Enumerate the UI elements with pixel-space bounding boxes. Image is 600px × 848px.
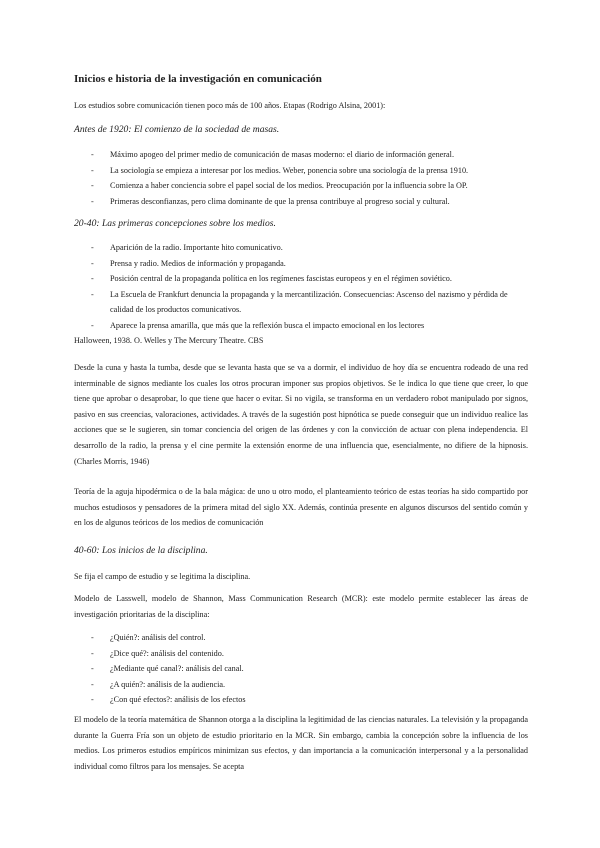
section2-list (74, 240, 528, 334)
list-item-text: Máximo apogeo del primer medio de comunicación de masas moderno: el diario de información general. (110, 150, 454, 159)
bullet-dash: - (91, 165, 94, 175)
shannon-paragraph: El modelo de la teoría matemática de Shannon otorga a la disciplina la legitimidad de las ciencias naturales. La televisión y la propaganda durante la Guerra Fría son un objeto de estudio prioritario en la MCR. Sin embargo, cambia la concepción sobre la influencia de los medios. Los primeros estudios empíricos minimizan sus efectos, y dan importancia a la comunicación interpersonal y a la personalidad individual como filtros para los mensajes. Se acepta (74, 715, 528, 771)
section-heading-pre-1920: Antes de 1920: El comienzo de la sociedad de masas. (74, 124, 280, 135)
bullet-dash: - (91, 258, 94, 268)
halloween-note: Halloween, 1938. O. Welles y The Mercury Theatre. CBS (74, 336, 264, 345)
bullet-dash: - (91, 274, 94, 284)
list-item (74, 287, 528, 318)
list-item-text: Prensa y radio. Medios de información y propaganda. (110, 258, 286, 268)
hypodermic-theory-paragraph: Teoría de la aguja hipodérmica o de la bala mágica: de uno u otro modo, el planteamiento teórico de estas teorías ha sido compartido por muchos estudiosos y pensadores de la primera mitad del siglo XX. Además, continúa presente en algunos discursos del sentido común y en los de algunos teóricos de los medios de comunicación (74, 487, 528, 528)
bullet-dash: - (91, 181, 94, 191)
list-item (74, 646, 528, 662)
list-item (74, 256, 528, 272)
bullet-dash: - (91, 695, 94, 705)
list-item-text: La Escuela de Frankfurt denuncia la propaganda y la mercantilización. Consecuencias: Ascenso del nazismo y pérdida de calidad de los productos comunicativos. (110, 289, 508, 315)
list-item (74, 178, 528, 194)
list-item-text: Primeras desconfianzas, pero clima dominante de que la prensa contribuye al progreso social y cultural. (110, 196, 450, 206)
list-item-text: ¿Mediante qué canal?: análisis del canal. (110, 664, 244, 674)
morris-quote-paragraph: Desde la cuna y hasta la tumba, desde que se levanta hasta que se va a dormir, el individuo de hoy día se encuentra rodeado de una red interminable de signos mediante los cuales los otros procuran imponer sus propios objetivos. Se le indica lo que tiene que creer, lo que tiene que aprobar o desaprobar, lo que tiene que hacer o evitar. Si no vigila, se transforma en un verdadero robot manipulado por signos, pasivo en sus creencias, valoraciones, actividades. A través de la sugestión post hipnótica se puede conseguir que un individuo realice las acciones que se le sugieren, sin tomar conciencia del origen de las órdenes y con la convicción de actuar con plena independencia. El desarrollo de la radio, la prensa y el cine permite la extensión enorme de una influencia que, esencialmente, no difiere de la hipnosis. (Charles Morris, 1946) (74, 363, 528, 466)
bullet-dash: - (91, 679, 94, 689)
list-item-text: ¿Quién?: análisis del control. (110, 633, 206, 642)
list-item-text: Aparición de la radio. Importante hito comunicativo. (110, 243, 283, 252)
section3-intro: Se fija el campo de estudio y se legitima la disciplina. (74, 572, 251, 581)
list-item-text: Comienza a haber conciencia sobre el papel social de los medios. Preocupación por la influencia sobre la OP. (110, 181, 468, 191)
bullet-dash: - (91, 196, 94, 206)
list-item-text: Posición central de la propaganda política en los regímenes fascistas europeos y en el régimen soviético. (110, 274, 452, 284)
list-item (74, 194, 528, 210)
list-item (74, 318, 528, 334)
bullet-dash: - (91, 633, 94, 642)
list-item (74, 692, 528, 708)
bullet-dash: - (91, 289, 94, 299)
list-item-text: Aparece la prensa amarilla, que más que la reflexión busca el impacto emocional en los lectores (110, 320, 425, 330)
bullet-dash: - (91, 320, 94, 330)
bullet-dash: - (91, 648, 94, 658)
intro-paragraph: Los estudios sobre comunicación tienen poco más de 100 años. Etapas (Rodrigo Alsina, 2001): (74, 101, 386, 110)
list-item-text: ¿Dice qué?: análisis del contenido. (110, 648, 224, 658)
section-heading-20-40: 20-40: Las primeras concepciones sobre los medios. (74, 218, 276, 229)
list-item (74, 271, 528, 287)
section3-list (74, 630, 528, 708)
bullet-dash: - (91, 243, 94, 252)
lasswell-model-paragraph: Modelo de Lasswell, modelo de Shannon, Mass Communication Research (MCR): este modelo permite establecer las áreas de investigación prioritarias de la disciplina: (74, 594, 528, 619)
list-item (74, 147, 528, 163)
list-item (74, 661, 528, 677)
bullet-dash: - (91, 664, 94, 674)
list-item-text: La sociología se empieza a interesar por los medios. Weber, ponencia sobre una sociología de la prensa 1910. (110, 165, 469, 175)
list-item (74, 163, 528, 179)
bullet-dash: - (91, 150, 94, 159)
list-item (74, 240, 528, 256)
list-item-text: ¿Con qué efectos?: análisis de los efectos (110, 695, 246, 705)
list-item (74, 630, 528, 646)
document-title: Inicios e historia de la investigación en comunicación (74, 73, 322, 85)
list-item-text: ¿A quién?: análisis de la audiencia. (110, 679, 226, 689)
list-item (74, 677, 528, 693)
section-heading-40-60: 40-60: Los inicios de la disciplina. (74, 545, 208, 556)
section1-list (74, 147, 528, 209)
